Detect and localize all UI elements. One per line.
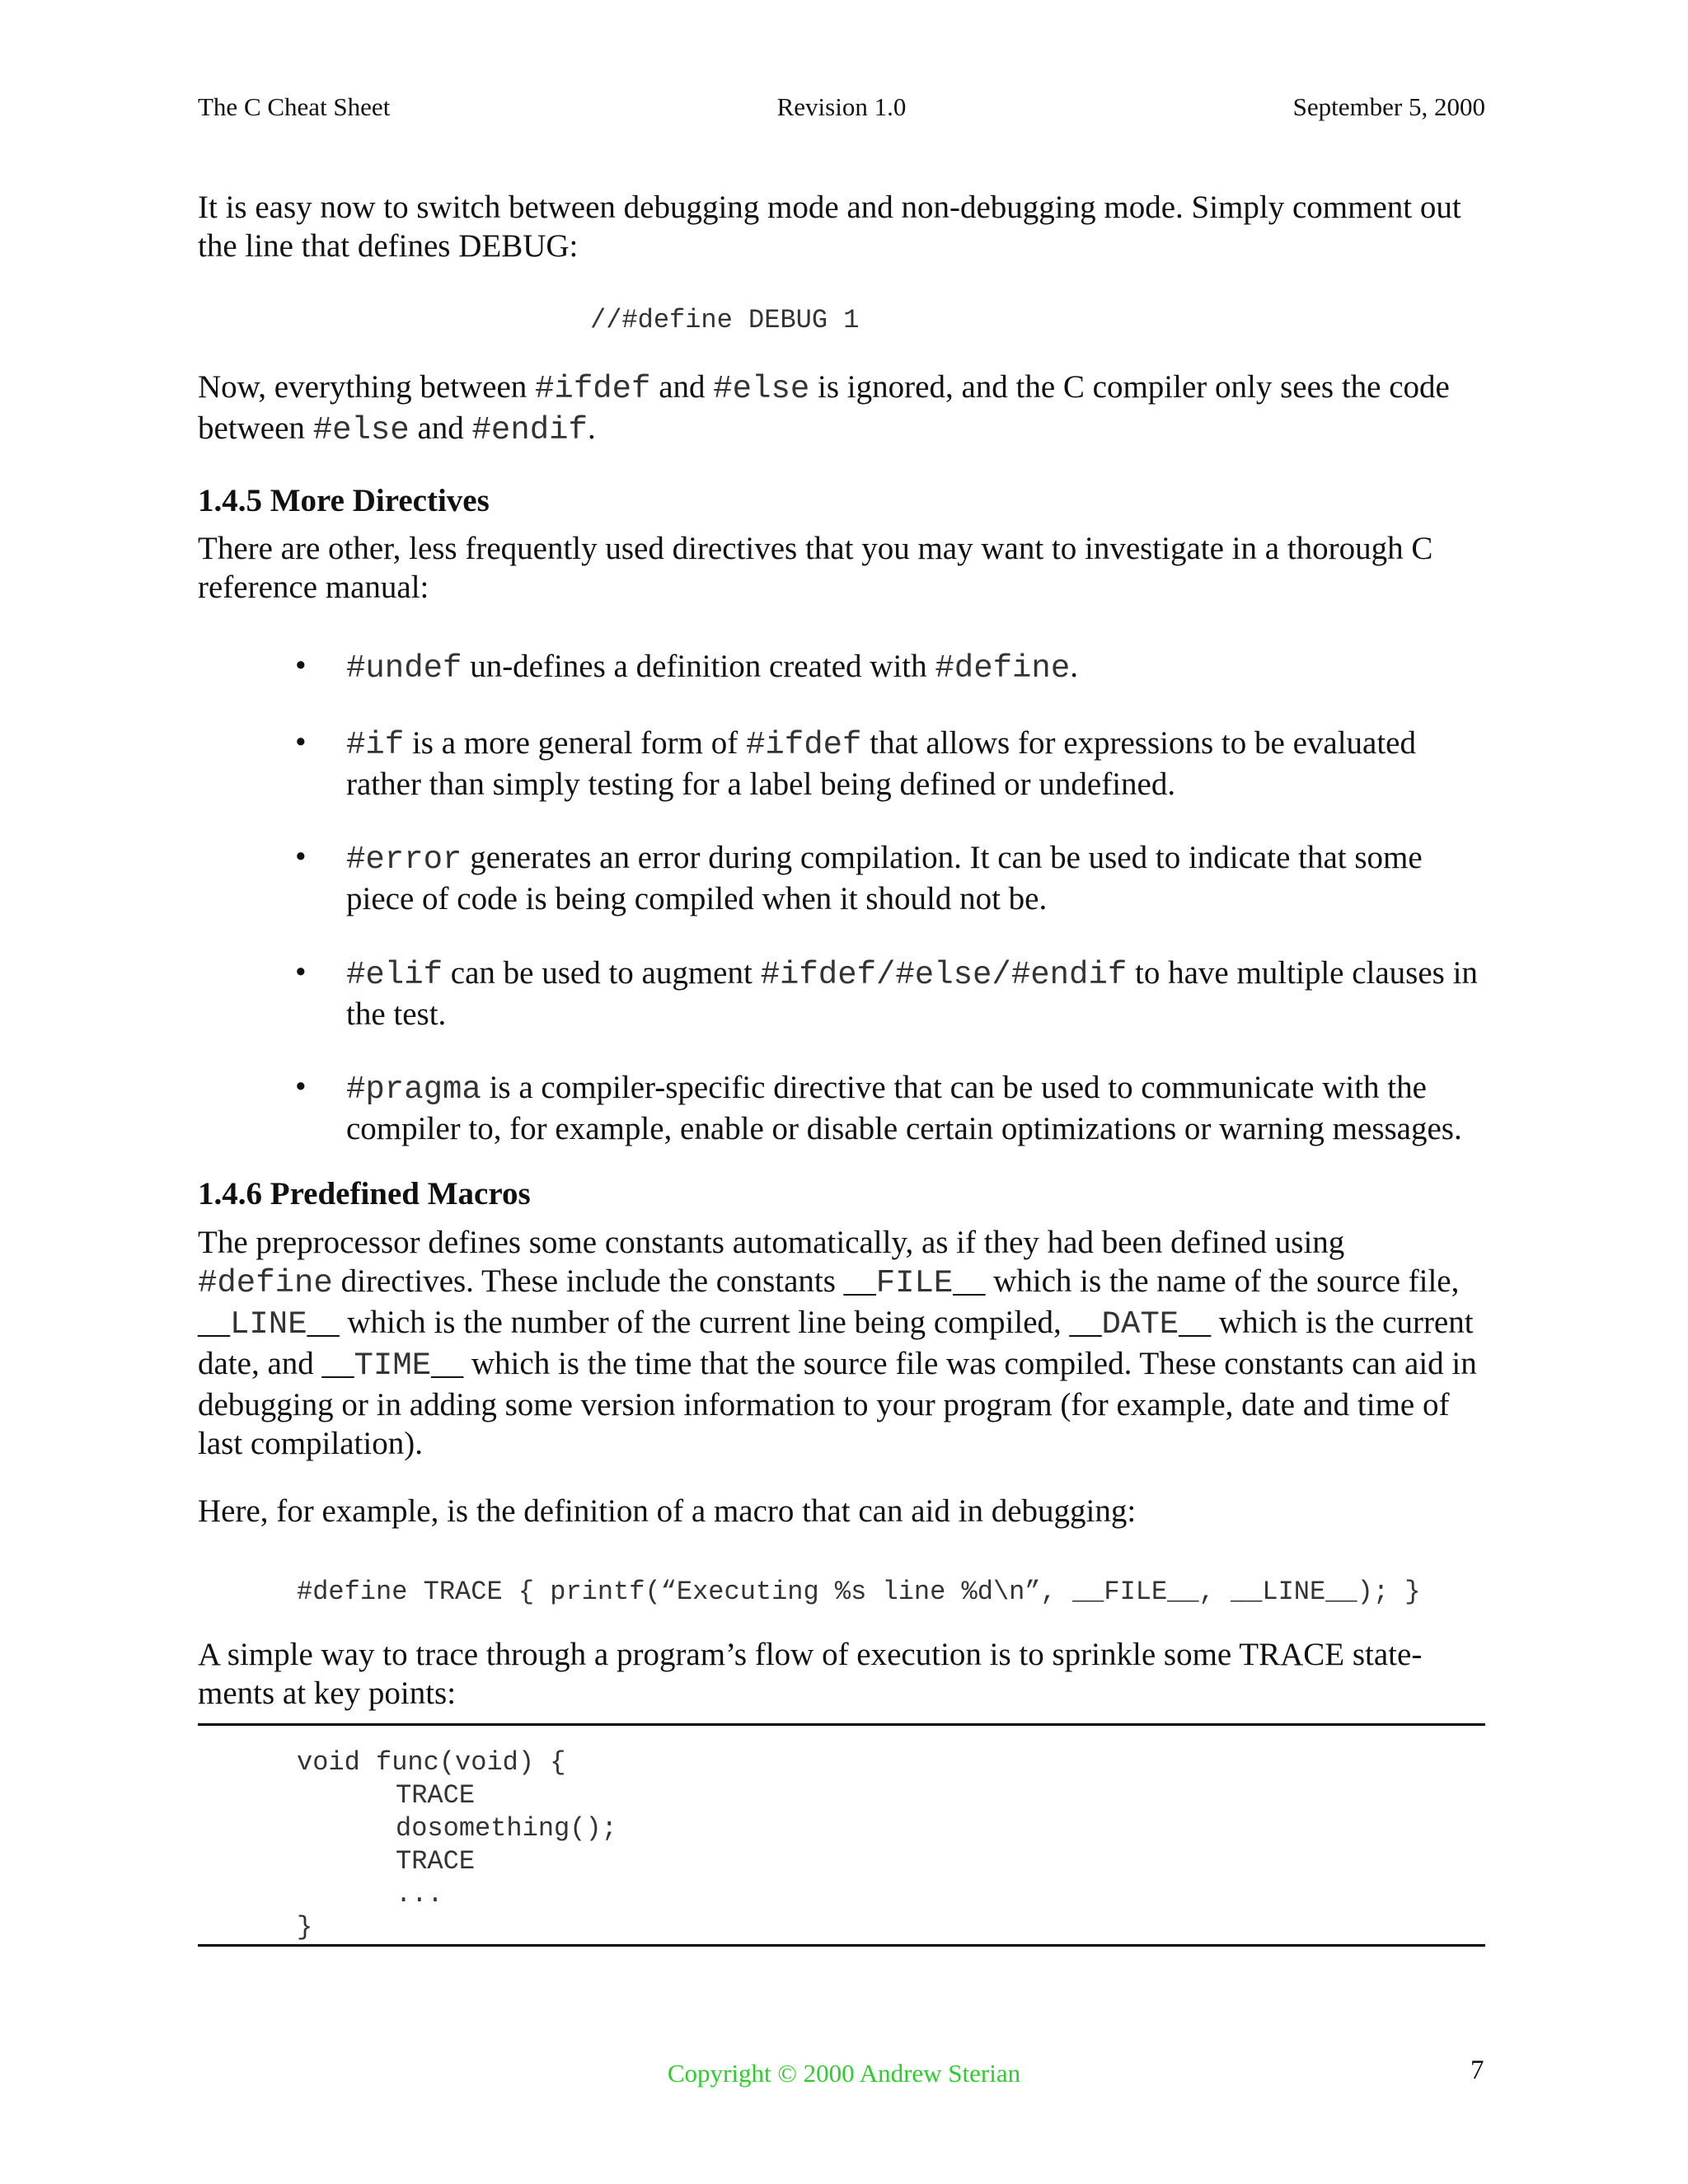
paragraph-ifdef-else: Now, everything between #ifdef and #else is ignored, and the C compiler only sees the code between #else and #endif. <box>198 369 1450 448</box>
code-line: } <box>297 1912 313 1943</box>
list-item-error: #error generates an error during compilation. It can be used to indicate that some piece of code is being compiled when it should not be. <box>346 840 1423 916</box>
page-header <box>198 92 1485 125</box>
code-line: TRACE <box>396 1780 476 1811</box>
paragraph-other-directives: There are other, less frequently used directives that you may want to investigate in a thorough C reference manual: <box>198 531 1433 605</box>
code-line: void func(void) { <box>297 1747 566 1778</box>
list-item-pragma: #pragma is a compiler-specific directive that can be used to communicate with the compiler to, for example, enable or disable certain optimizations or warning messages. <box>346 1070 1462 1146</box>
list-item-if: #if is a more general form of #ifdef that allows for expressions to be evaluated rather than simply testing for a label being defined or undefined. <box>346 725 1416 802</box>
page-number: 7 <box>1470 2055 1484 2085</box>
section-heading-more-directives: 1.4.5 More Directives <box>198 483 490 518</box>
code-endif: #endif <box>471 412 588 448</box>
paragraph-trace-macro-intro: Here, for example, is the definition of a macro that can aid in debugging: <box>198 1493 1137 1529</box>
code-block-bottom-rule <box>198 1944 1485 1947</box>
code-else: #else <box>713 371 810 407</box>
code-else: #else <box>312 412 410 448</box>
list-item-elif: #elif can be used to augment #ifdef/#else/#endif to have multiple clauses in the test. <box>346 955 1478 1032</box>
paragraph-debug-switch: It is easy now to switch between debugging mode and non-debugging mode. Simply comment out the line that defines DEBUG: <box>198 190 1461 264</box>
code-comment-define-debug: //#define DEBUG 1 <box>590 305 860 335</box>
bullet-marker: • <box>295 724 307 760</box>
section-heading-predefined-macros: 1.4.6 Predefined Macros <box>198 1176 531 1212</box>
code-line: ... <box>396 1879 443 1910</box>
bullet-marker: • <box>295 954 307 990</box>
header-revision: Revision 1.0 <box>776 92 907 121</box>
code-block-top-rule <box>198 1723 1485 1726</box>
list-item-undef: #undef un-defines a definition created with #define. <box>346 649 1078 687</box>
header-date: September 5, 2000 <box>1292 92 1485 121</box>
bullet-marker: • <box>295 648 307 683</box>
header-title: The C Cheat Sheet <box>198 92 391 121</box>
code-define-trace: #define TRACE { printf(“Executing %s line %d\n”, __FILE__, __LINE__); } <box>297 1577 1421 1607</box>
code-line: TRACE <box>396 1846 476 1877</box>
bullet-marker: • <box>295 1069 307 1104</box>
paragraph-predefined-constants: The preprocessor defines some constants automatically, as if they had been defined using #define directives. These include the constants __FILE__ which is the name of the source file, __LINE__ which is the number of the current line being compiled, __DATE__ which is the current date, and __TIME__ which is the time that the source file was compiled. These constants can aid in debugging or in adding some version information to your program (for example, date and time of last compilation). <box>198 1225 1477 1461</box>
code-line: dosomething(); <box>396 1813 617 1844</box>
paragraph-trace-usage: A simple way to trace through a program’s flow of execution is to sprinkle some TRACE state-ments at key points: <box>198 1637 1423 1711</box>
footer-copyright: Copyright © 2000 Andrew Sterian <box>667 2059 1021 2088</box>
bullet-marker: • <box>295 839 307 874</box>
code-ifdef: #ifdef <box>535 371 651 407</box>
